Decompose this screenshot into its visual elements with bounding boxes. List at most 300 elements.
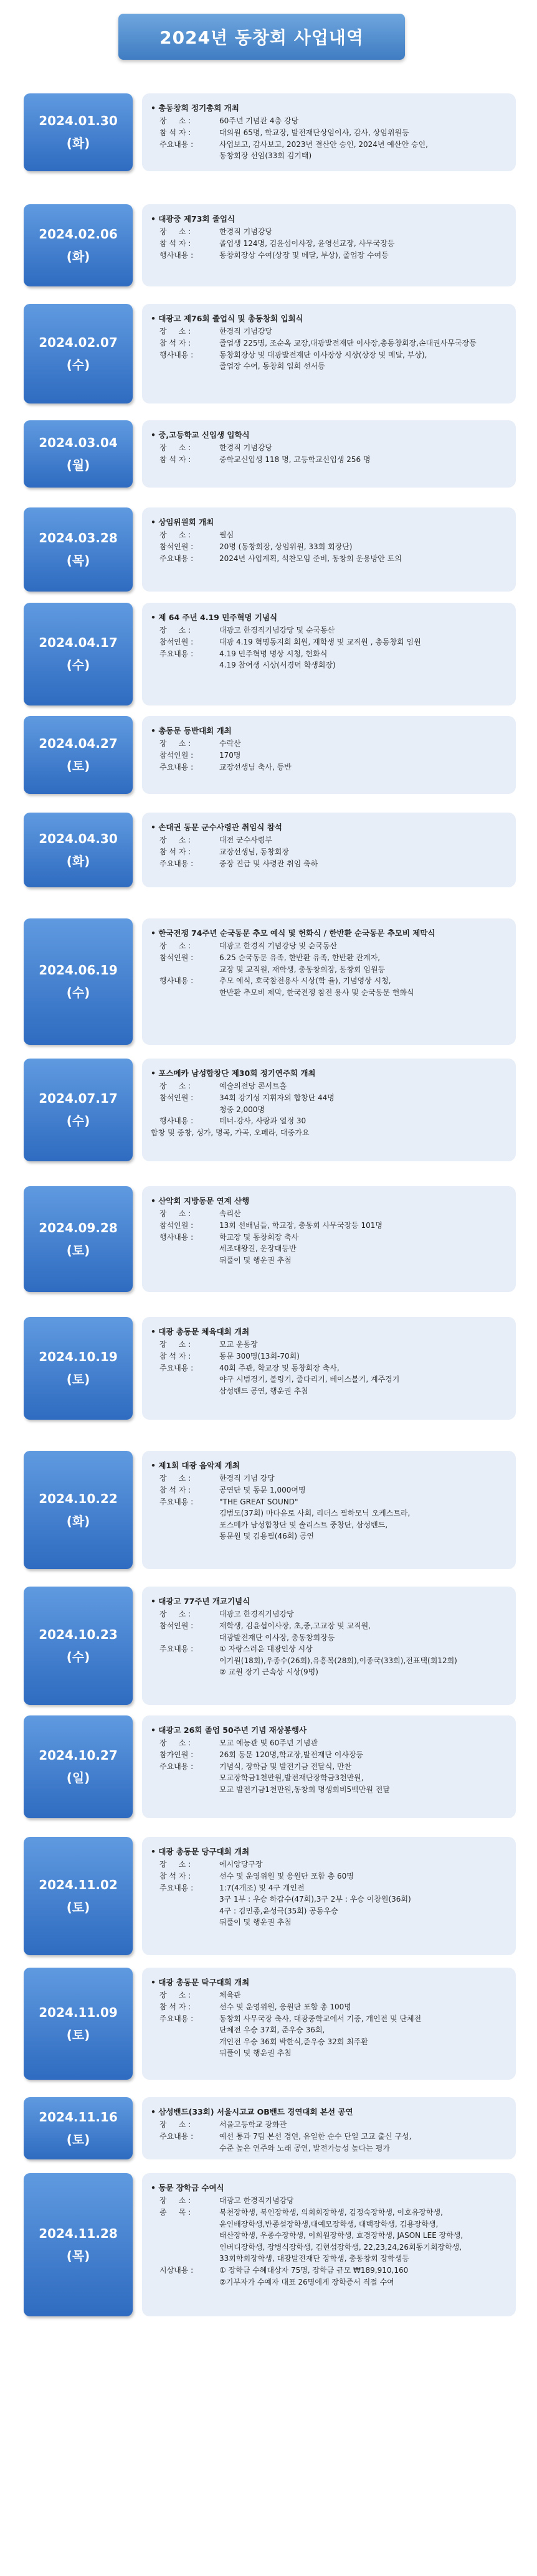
event-item <box>24 93 516 171</box>
event-detail-row <box>151 2219 506 2230</box>
event-detail-row <box>151 541 506 553</box>
detail-label <box>151 964 219 976</box>
detail-label <box>151 1507 219 1519</box>
event-detail-row <box>151 529 506 541</box>
event-date: 2024.11.16 <box>39 2109 118 2125</box>
event-detail-row <box>151 858 506 870</box>
event-date: 2024.03.04 <box>39 435 118 450</box>
event-detail-row <box>151 1092 506 1104</box>
detail-label <box>151 1104 219 1116</box>
detail-value: ① 장학금 수혜대상자 75명, 장학금 규모 ₩189,910,160 <box>219 2265 409 2275</box>
event-detail-row <box>151 659 506 671</box>
detail-value: 4.19 민주혁명 명상 시청, 헌화식 <box>219 649 328 658</box>
detail-value: 40회 주관, 학교장 및 동창회장 축사, <box>219 1363 340 1372</box>
detail-label: 참 석 자 : <box>159 1351 191 1361</box>
detail-value: 체육관 <box>219 1991 241 2000</box>
detail-label <box>151 2219 219 2230</box>
event-date-box <box>24 813 133 887</box>
event-detail-row <box>151 2195 506 2207</box>
detail-label <box>151 2253 219 2265</box>
event-detail-row <box>151 2119 506 2131</box>
detail-value: 대광발전재단 이사장, 총동창회장등 <box>219 1633 335 1642</box>
event-item <box>24 918 516 1045</box>
event-detail-row <box>151 1989 506 2001</box>
event-detail-row <box>151 1859 506 1871</box>
event-heading: • 총동창회 정기총회 개최 <box>151 103 239 113</box>
event-detail-row <box>151 738 506 750</box>
event-weekday: (토) <box>66 1242 90 1258</box>
event-detail-row <box>151 1255 506 1267</box>
event-detail-row <box>151 1894 506 1905</box>
detail-value: 동문원 및 김용필(46회) 공연 <box>219 1532 314 1541</box>
event-date-box <box>24 1451 133 1569</box>
detail-label: 참석인원 : <box>159 542 194 551</box>
event-date: 2024.06.19 <box>39 963 118 978</box>
detail-value: 졸업장 수여, 동창회 입회 선서등 <box>219 362 325 371</box>
event-item <box>24 603 516 705</box>
detail-value: 예술의전당 콘서트홀 <box>219 1082 287 1091</box>
event-heading: • 산악회 지방동문 연계 산행 <box>151 1196 250 1205</box>
detail-value: 중학교신입생 118 명, 고등학교신입생 256 명 <box>219 455 371 464</box>
event-weekday: (수) <box>66 658 90 672</box>
event-detail-row <box>151 1608 506 1620</box>
detail-value: 1:7(4개조) 및 4구 개인전 <box>219 1883 305 1892</box>
event-details <box>142 1186 516 1292</box>
event-weekday: (토) <box>66 2131 90 2147</box>
event-date-box <box>24 918 133 1045</box>
event-detail-row <box>151 834 506 846</box>
event-detail-row <box>151 150 506 162</box>
detail-value: 재학생, 김윤섭이사장, 초,중,고교장 및 교직원, <box>219 1621 371 1630</box>
event-date: 2024.10.27 <box>39 1748 118 1763</box>
detail-value: 속리산 <box>219 1209 241 1219</box>
event-detail-row <box>151 1507 506 1519</box>
detail-label <box>151 2036 219 2048</box>
event-item <box>24 2173 516 2316</box>
detail-value: 동창회장 선임(33회 김기태) <box>219 151 312 161</box>
event-detail-row <box>151 553 506 565</box>
detail-label <box>151 1666 219 1678</box>
event-detail-row <box>151 238 506 250</box>
detail-value: 포스메카 남성합창단 및 솔리스트 중창단, 삼성밴드, <box>219 1520 388 1529</box>
detail-label: 참석인원 : <box>159 637 194 646</box>
event-details <box>142 1317 516 1420</box>
detail-value: 졸업생 225명, 조순옥 교장,대광발전재단 이사장,총동창회장,손대권사무국장등 <box>219 338 477 347</box>
detail-value: 한경직 기념 강당 <box>219 1474 275 1483</box>
event-date-box <box>24 420 133 488</box>
detail-value: 학교장 및 동창회장 축사 <box>219 1232 299 1242</box>
event-heading: • 중,고등학교 신입생 입학식 <box>151 430 250 440</box>
event-detail-row <box>151 964 506 976</box>
event-item <box>24 420 516 488</box>
detail-label: 주요내용 : <box>159 649 194 658</box>
detail-value: 대광고 한경직기념강당 <box>219 2196 294 2206</box>
event-detail-row <box>151 2265 506 2276</box>
event-weekday: (토) <box>66 758 90 773</box>
detail-label: 장 소 : <box>159 1082 191 1091</box>
event-detail-row <box>151 1115 506 1127</box>
event-date: 2024.03.28 <box>39 531 118 545</box>
detail-value: 20명 (동창회장, 상임위원, 33회 회장단) <box>219 542 353 551</box>
detail-label: 주요내용 : <box>159 139 194 149</box>
detail-label: 장 소 : <box>159 1739 191 1748</box>
event-heading: • 총동문 등반대회 개최 <box>151 726 232 735</box>
event-date: 2024.10.23 <box>39 1626 118 1642</box>
event-date-box <box>24 1587 133 1705</box>
event-date-box <box>24 2097 133 2159</box>
detail-value: 2024년 사업계획, 석찬모임 준비, 동창회 운용방안 토의 <box>219 554 402 563</box>
event-date: 2024.01.30 <box>39 113 118 128</box>
page-title: 2024년 동창회 사업내역 <box>118 14 405 60</box>
detail-value: 수락산 <box>219 739 241 748</box>
detail-value: 뒤풀이 및 행운권 추첨 <box>219 2049 292 2058</box>
event-detail-row <box>151 2001 506 2013</box>
event-detail-row <box>151 1519 506 1531</box>
event-item <box>24 716 516 794</box>
event-detail-row <box>151 1484 506 1496</box>
event-details <box>142 1968 516 2080</box>
event-details <box>142 716 516 794</box>
detail-value: 모교 예능관 및 60주년 기념관 <box>219 1739 318 1748</box>
detail-value: 선수 및 운영위원 및 응원단 포함 총 60명 <box>219 1871 354 1880</box>
event-detail-row <box>151 2276 506 2288</box>
detail-label: 참 석 자 : <box>159 128 191 137</box>
event-item <box>24 507 516 592</box>
detail-value: ②기부자가 수예자 대표 26명에게 장학증서 직접 수여 <box>219 2277 394 2286</box>
event-item <box>24 304 516 403</box>
detail-value: ② 교원 장기 근속상 시상(9명) <box>219 1668 318 1677</box>
event-item <box>24 1587 516 1705</box>
event-detail-row <box>151 1620 506 1632</box>
event-date-box <box>24 1968 133 2080</box>
event-detail-row <box>151 2047 506 2059</box>
event-date: 2024.02.07 <box>39 334 118 350</box>
detail-value: 동문 300명(13회-70회) <box>219 1351 300 1361</box>
event-detail-row <box>151 1917 506 1928</box>
event-detail-row <box>151 1882 506 1894</box>
detail-value: 한반환 추모비 제막, 한국전쟁 참전 용사 및 순국동문 헌화식 <box>219 988 414 997</box>
detail-value: 청중 2,000명 <box>219 1105 265 1114</box>
event-detail-row <box>151 326 506 337</box>
detail-value: 대의원 65명, 학교장, 발전재단상임이사, 감사, 상임위원등 <box>219 128 409 137</box>
detail-label: 장 소 : <box>159 2120 191 2130</box>
event-weekday: (수) <box>66 985 90 1000</box>
detail-label: 참 석 자 : <box>159 455 191 464</box>
detail-value: 대광고 한경직 기념강당 및 순국동산 <box>219 941 338 951</box>
detail-value: 수준 높은 연주와 노래 공연, 발전가능성 높다는 평가 <box>219 2143 390 2153</box>
detail-label <box>151 1374 219 1385</box>
event-detail-row <box>151 2207 506 2219</box>
detail-label <box>151 1772 219 1784</box>
event-detail-row <box>151 1104 506 1116</box>
event-detail-row <box>151 1643 506 1655</box>
detail-label: 행사내용 : <box>159 976 194 986</box>
event-details <box>142 2097 516 2159</box>
detail-label: 행사내용 : <box>159 1232 194 1242</box>
event-heading: • 상임위원회 개최 <box>151 517 214 527</box>
detail-label: 장 소 : <box>159 1610 191 1619</box>
detail-label: 참석인원 : <box>159 1093 194 1102</box>
event-detail-row <box>151 952 506 964</box>
event-detail-row <box>151 1232 506 1243</box>
event-detail-row <box>151 1362 506 1374</box>
detail-label: 주요내용 : <box>159 2014 194 2023</box>
detail-label: 주요내용 : <box>159 1497 194 1506</box>
event-weekday: (일) <box>66 1770 90 1785</box>
event-date-box <box>24 1059 133 1161</box>
event-date-box <box>24 304 133 403</box>
event-date: 2024.11.09 <box>39 2004 118 2020</box>
event-item <box>24 1837 516 1955</box>
event-weekday: (목) <box>66 2248 90 2263</box>
detail-label <box>151 987 219 999</box>
event-date-box <box>24 93 133 171</box>
event-detail-row <box>151 1905 506 1917</box>
event-heading: • 손대권 동문 군수사령관 취임식 참석 <box>151 823 282 832</box>
event-weekday: (토) <box>66 1372 90 1387</box>
event-heading: • 제 64 주년 4.19 민주혁명 기념식 <box>151 613 278 622</box>
detail-label: 참석인원 : <box>159 1220 194 1230</box>
event-details <box>142 2173 516 2316</box>
event-details <box>142 603 516 705</box>
event-details <box>142 304 516 403</box>
detail-label <box>151 2024 219 2036</box>
detail-value: 한경직 기념강당 <box>219 327 272 336</box>
detail-value: 추모 예식, 호국참전용사 시상(학 율), 기념영상 시청, <box>219 976 391 986</box>
event-item <box>24 1451 516 1569</box>
detail-label: 장 소 : <box>159 739 191 748</box>
detail-label: 장 소 : <box>159 1209 191 1219</box>
detail-label: 장 소 : <box>159 836 191 845</box>
detail-value: 뒤풀이 및 행운권 추첨 <box>219 1255 292 1265</box>
detail-value: 김범도(37회) 마다유로 사회, 리더스 필하모닉 오케스트라, <box>219 1509 411 1518</box>
event-detail-row <box>151 1737 506 1749</box>
event-item <box>24 1317 516 1420</box>
event-detail-row <box>151 940 506 952</box>
detail-label: 참 석 자 : <box>159 238 191 248</box>
event-date-box <box>24 2173 133 2316</box>
event-weekday: (화) <box>66 136 90 151</box>
detail-label <box>151 1243 219 1255</box>
detail-label: 참가인원 : <box>159 1750 194 1759</box>
detail-label: 참석인원 : <box>159 953 194 962</box>
detail-label <box>151 1385 219 1397</box>
event-detail-row <box>151 1339 506 1351</box>
event-date-box <box>24 1186 133 1292</box>
detail-label: 장 소 : <box>159 227 191 237</box>
event-detail-row <box>151 250 506 262</box>
detail-value: 태산장학생, 우종수장학생, 이희원장학생, 효경장학생, JASON LEE 장학생, <box>219 2231 463 2240</box>
event-item <box>24 1968 516 2080</box>
detail-value: 6.25 순국동문 유족, 한반환 유족, 한반환 관계자, <box>219 953 381 962</box>
event-detail-row <box>151 2131 506 2143</box>
event-weekday: (화) <box>66 853 90 869</box>
detail-value: 4.19 참여생 시상(서경덕 학생회장) <box>219 661 336 670</box>
event-details <box>142 1715 516 1818</box>
event-detail-row <box>151 1761 506 1773</box>
event-details <box>142 1587 516 1705</box>
event-detail-row <box>151 1080 506 1092</box>
event-detail-row <box>151 2143 506 2154</box>
event-detail-row <box>151 1666 506 1678</box>
detail-value: 동창회장상 및 대광발전재단 이사장상 시상(상장 및 메달, 부상), <box>219 350 427 359</box>
event-date-box <box>24 1715 133 1818</box>
event-details <box>142 420 516 488</box>
detail-value: ① 자랑스러운 대광인상 시상 <box>219 1644 313 1654</box>
event-detail-row <box>151 2024 506 2036</box>
event-detail-row <box>151 139 506 151</box>
detail-value: 뒤풀이 및 행운권 추첨 <box>219 1918 292 1927</box>
detail-value: "THE GREAT SOUND" <box>219 1497 298 1506</box>
event-heading: • 대광고 제76회 졸업식 및 총동창회 입회식 <box>151 314 303 323</box>
detail-value: 야구 시범경기, 볼링기, 줄다리기, 베이스볼기, 계주경기 <box>219 1375 400 1384</box>
event-detail-row <box>151 1374 506 1385</box>
event-item <box>24 1186 516 1292</box>
detail-label: 주요내용 : <box>159 1644 194 1654</box>
event-date-box <box>24 204 133 286</box>
event-detail-row <box>151 361 506 372</box>
event-item <box>24 813 516 887</box>
detail-label <box>151 1784 219 1796</box>
detail-value: 한경직 기념강당 <box>219 227 272 237</box>
detail-label: 참 석 자 : <box>159 2002 191 2011</box>
detail-value: 한경직 기념강당 <box>219 443 272 453</box>
detail-value: 13회 선배님들, 학교장, 총동회 사무국장등 101명 <box>219 1220 383 1230</box>
detail-value: 모교 발전기금1천만원,동창회 명생회비5백만원 전달 <box>219 1785 390 1794</box>
event-detail-row <box>151 2230 506 2242</box>
event-item <box>24 204 516 286</box>
detail-label: 주요내용 : <box>159 762 194 771</box>
event-date-box <box>24 716 133 794</box>
detail-label <box>151 2143 219 2154</box>
detail-label: 장 소 : <box>159 531 191 540</box>
detail-label <box>151 1531 219 1542</box>
event-detail-row <box>151 1385 506 1397</box>
event-date: 2024.02.06 <box>39 226 118 242</box>
event-details <box>142 1837 516 1955</box>
event-detail-row <box>151 1655 506 1667</box>
detail-value: 대광 4.19 혁명동지회 회원, 재학생 및 교직원 , 총동창회 임원 <box>219 637 421 646</box>
detail-value: 대광고 한경직기념강당 및 순국동산 <box>219 626 335 635</box>
detail-value: 사업보고, 감사보고, 2023년 결산안 승인, 2024년 예산안 승인, <box>219 139 428 149</box>
detail-value: 이기원(18회),우종수(26회),유흥복(28회),이종국(33회),전표택(회12회) <box>219 1656 457 1665</box>
detail-label: 주요내용 : <box>159 1762 194 1771</box>
detail-label <box>151 1917 219 1928</box>
detail-value: 4구 : 김민종,윤성극(35회) 공동우승 <box>219 1906 338 1915</box>
detail-value: 34회 강기성 지휘자외 합창단 44명 <box>219 1093 335 1102</box>
event-date: 2024.04.27 <box>39 736 118 751</box>
event-detail-row <box>151 1496 506 1508</box>
detail-value: 단체전 우승 37회, 준우승 36회, <box>219 2026 325 2035</box>
event-detail-row <box>151 1531 506 1542</box>
event-heading: • 대광 총동문 당구대회 개최 <box>151 1847 250 1856</box>
event-details <box>142 813 516 887</box>
detail-label <box>151 1632 219 1644</box>
detail-label <box>151 150 219 162</box>
detail-label <box>151 1255 219 1267</box>
detail-label: 장 소 : <box>159 116 191 126</box>
event-details <box>142 1059 516 1161</box>
detail-label: 참석인원 : <box>159 1621 194 1630</box>
detail-label: 참 석 자 : <box>159 1485 191 1494</box>
event-date: 2024.04.30 <box>39 831 118 846</box>
event-detail-row <box>151 987 506 999</box>
event-detail-row <box>151 115 506 127</box>
event-detail-row <box>151 750 506 762</box>
event-heading: • 삼성밴드(33회) 서울시고교 OB밴드 경연대회 본선 공연 <box>151 2107 353 2116</box>
detail-label: 주요내용 : <box>159 554 194 563</box>
event-weekday: (수) <box>66 1649 90 1664</box>
detail-value: 인버디장학생, 장병식장학생, 김현섭장학생, 22,23,24,26회동기회장학생, <box>219 2242 462 2252</box>
event-heading: • 대광 총동문 체육대회 개최 <box>151 1327 250 1336</box>
detail-value: 세조대왕길, 운장대등반 <box>219 1244 297 1253</box>
event-date: 2024.10.22 <box>39 1491 118 1506</box>
event-heading: • 대광고 26회 졸업 50주년 기념 재상봉행사 <box>151 1725 307 1735</box>
event-heading: • 포스메카 남성합창단 제30회 정기연주회 개최 <box>151 1069 316 1078</box>
event-heading: • 대광중 제73회 졸업식 <box>151 214 235 224</box>
detail-value: 26회 동문 120명,학교장,발전재단 이사장등 <box>219 1750 364 1759</box>
event-detail-row <box>151 636 506 648</box>
detail-value: 교장 및 교직원, 재학생, 총동창회장, 동창회 임원등 <box>219 965 386 974</box>
detail-label: 장 소 : <box>159 443 191 453</box>
detail-value: 동창회장상 수여(상장 및 메달, 부상), 졸업장 수여등 <box>219 250 389 260</box>
event-date-box <box>24 1837 133 1955</box>
detail-label <box>151 2047 219 2059</box>
event-date-box <box>24 1317 133 1420</box>
event-detail-row <box>151 1351 506 1362</box>
event-detail-row <box>151 1632 506 1644</box>
detail-value: 개인전 우승 36회 박한식,준우승 32회 최주환 <box>219 2037 368 2046</box>
event-weekday: (목) <box>66 553 90 568</box>
detail-label: 주요내용 : <box>159 859 194 868</box>
event-date-box <box>24 507 133 592</box>
detail-value: 예선 통과 7팀 본선 경연, 유일한 순수 단일 고교 출신 구성, <box>219 2131 412 2141</box>
detail-value: 서울고등학교 광화관 <box>219 2120 287 2130</box>
detail-label: 참 석 자 : <box>159 847 191 856</box>
detail-value: 윤인배장학생,반종설장학생,대예모장학생, 대백장학생, 김용장학생, <box>219 2219 439 2229</box>
detail-value: 모교장학금1천만원,발전재단장학금3천만원, <box>219 1773 364 1783</box>
event-detail-row <box>151 762 506 773</box>
event-item <box>24 2097 516 2159</box>
detail-label: 행사내용 : <box>159 1116 194 1126</box>
detail-label: 장 소 : <box>159 1474 191 1483</box>
event-detail-row <box>151 2036 506 2048</box>
detail-value: 동창회 사무국장 축사, 대광중학교에서 기증, 개인전 및 단체전 <box>219 2014 422 2023</box>
detail-label <box>151 2276 219 2288</box>
detail-value: 북천장학생, 북인장학생, 의회회장학생, 김정숙장학생, 이호유장학생, <box>219 2207 443 2217</box>
event-details <box>142 93 516 171</box>
detail-label: 참 석 자 : <box>159 1871 191 1880</box>
detail-value: 교장선생님 축사, 등반 <box>219 762 292 771</box>
detail-label <box>151 1655 219 1667</box>
event-detail-row <box>151 127 506 139</box>
event-detail-row <box>151 1220 506 1232</box>
detail-label <box>151 361 219 372</box>
event-details <box>142 918 516 1045</box>
event-detail-row <box>151 2253 506 2265</box>
event-detail-row <box>151 648 506 660</box>
detail-value: 선수 및 운영위원, 응원단 포함 총 100명 <box>219 2002 351 2011</box>
event-details <box>142 507 516 592</box>
event-detail-row <box>151 1243 506 1255</box>
event-detail-row <box>151 2242 506 2253</box>
detail-label <box>151 1519 219 1531</box>
event-date-box <box>24 603 133 705</box>
event-heading: • 동문 장학금 수여식 <box>151 2183 224 2192</box>
event-date: 2024.09.28 <box>39 1220 118 1235</box>
detail-value: 중장 진급 및 사령관 취임 축하 <box>219 859 318 868</box>
event-date: 2024.04.17 <box>39 635 118 650</box>
